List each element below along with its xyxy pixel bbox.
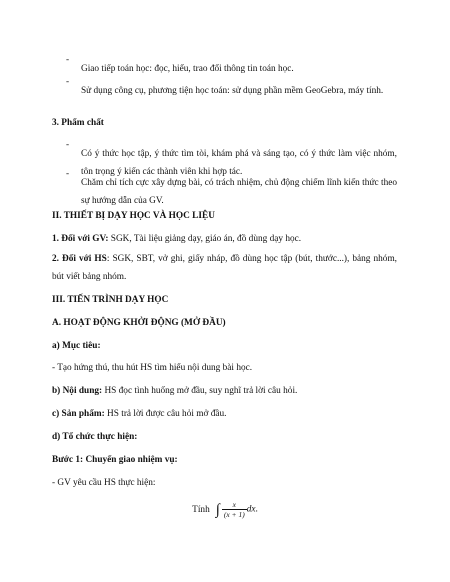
text-san-pham: HS trả lời được câu hỏi mở đầu. [104, 409, 227, 419]
bullet-dash: - [66, 169, 70, 179]
label-noi-dung: b) Nội dung: [52, 386, 103, 396]
integral-sign: ∫ [215, 501, 220, 518]
bullet-su-dung-cong-cu: Sử dụng công cụ, phương tiện học toán: sử dụng phần mềm GeoGebra, máy tính. [81, 86, 384, 97]
heading-thiet-bi: II. THIẾT BỊ DẠY HỌC VÀ HỌC LIỆU [52, 211, 215, 221]
label-to-chuc-thuc-hien: d) Tổ chức thực hiện: [52, 432, 138, 442]
paragraph-doi-voi-hs [52, 250, 397, 286]
paragraph-san-pham [52, 408, 397, 421]
bullet-y-thuc-hoc-tap: Có ý thức học tập, ý thức tìm tòi, khám phá và sáng tạo, có ý thức làm việc nhóm, tôn trọng ý kiến các thành viên khi hợp tác. [81, 149, 397, 178]
text-muc-tieu: - Tạo hứng thú, thu hút HS tìm hiểu nội dung bài học. [52, 363, 253, 373]
label-buoc-1: Bước 1: Chuyển giao nhiệm vụ: [52, 455, 178, 465]
formula-fraction [222, 500, 247, 519]
formula-end-dot: . [255, 504, 258, 515]
text-doi-voi-gv: SGK, Tài liệu giảng dạy, giáo án, đồ dùng dạy học. [108, 234, 302, 244]
fraction-denominator: (x + 1) [223, 510, 245, 519]
paragraph-doi-voi-gv [52, 233, 397, 246]
bullet-cham-chi: Chăm chỉ tích cực xây dựng bài, có trách nhiệm, chủ động chiếm lĩnh kiến thức theo sự hướng dẫn của GV. [81, 178, 397, 207]
bullet-dash: - [66, 77, 70, 87]
label-doi-voi-hs: 2. Đối với HS [52, 254, 107, 264]
bullet-giao-tiep: Giao tiếp toán học: đọc, hiểu, trao đổi thông tin toán học. [81, 64, 294, 75]
fraction-numerator: x [232, 500, 236, 509]
heading-hoat-dong-khoi-dong: A. HOẠT ĐỘNG KHỞI ĐỘNG (MỞ ĐẦU) [52, 318, 226, 328]
text-noi-dung: HS đọc tình huống mở đầu, suy nghĩ trả lời câu hỏi. [102, 386, 298, 396]
bullet-dash: - [66, 140, 70, 150]
formula-tinh-label: Tính [192, 504, 210, 515]
text-gv-yeu-cau: - GV yêu cầu HS thực hiện: [52, 478, 156, 488]
bullet-dash: - [66, 55, 70, 65]
label-doi-voi-gv: 1. Đối với GV: [52, 234, 109, 244]
heading-pham-chat: 3. Phẩm chất [52, 118, 104, 128]
label-san-pham: c) Sản phẩm: [52, 409, 105, 419]
paragraph-noi-dung [52, 385, 397, 398]
formula-dx: dx [246, 504, 256, 515]
heading-tien-trinh: III. TIẾN TRÌNH DẠY HỌC [52, 295, 169, 305]
integral-formula [0, 500, 450, 519]
text-doi-voi-hs: : SGK, SBT, vở ghi, giấy nháp, đồ dùng học tập (bút, thước...), bảng nhóm, bút viết bảng nhóm. [52, 254, 398, 282]
label-muc-tieu: a) Mục tiêu: [52, 341, 101, 351]
